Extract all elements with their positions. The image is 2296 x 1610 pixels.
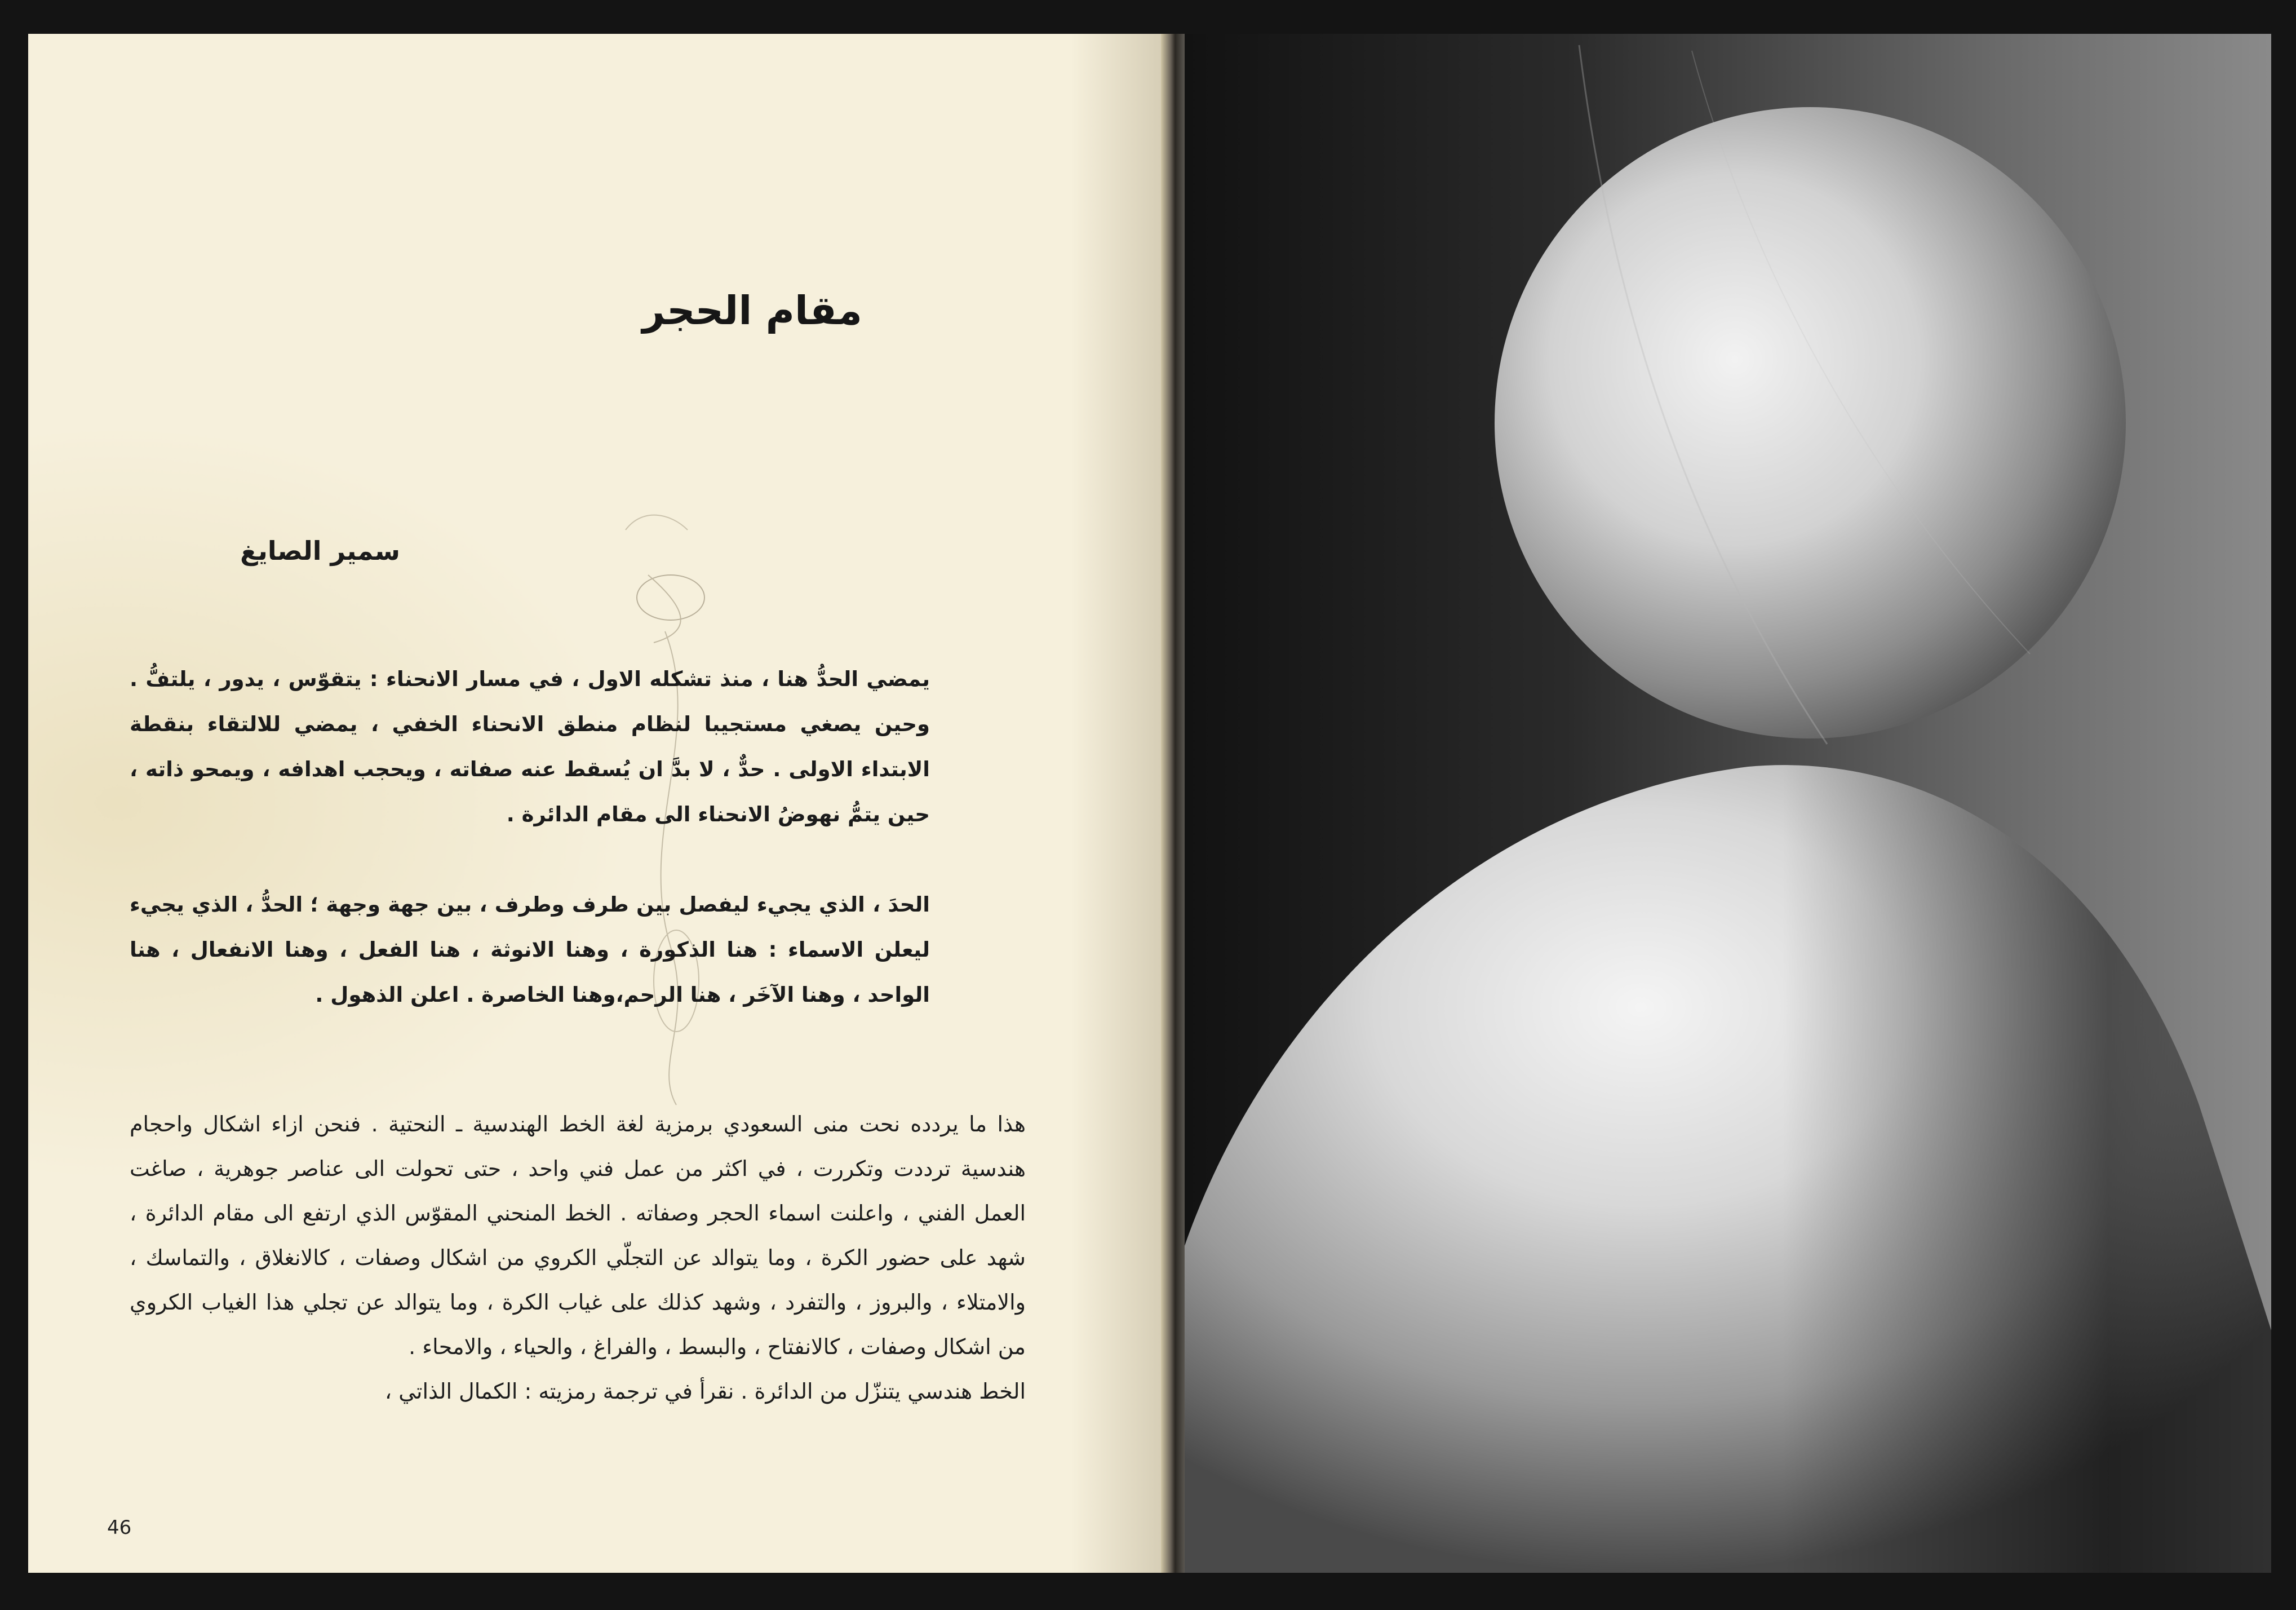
poem-text: الحدَ ، الذي يجيء ليفصل بين طرف وطرف ، بين جهة وجهة ؛ الحدُّ ، الذي يجيء ليعلن الاسماء : هنا الذكورة ، وهنا الانوثة ، هنا الفعل ، وهنا الانفعال ، هنا الواحد ، وهنا الآخَر ، هنا الرحم،وهنا الخاصرة . اعلن الذهول .	[130, 892, 930, 1007]
author-name: سمير الصايغ	[240, 536, 400, 566]
sculpture-photograph	[1185, 34, 2271, 1573]
article-body	[130, 1102, 1026, 1414]
article-title: مقام الحجر	[642, 288, 862, 334]
body-paragraph: الخط هندسي يتنزّل من الدائرة . نقرأ في ترجمة رمزيته : الكمال الذاتي ،	[384, 1379, 1026, 1404]
body-paragraph: هذا ما يردده نحت منى السعودي برمزية لغة الخط الهندسية ـ النحتية . فنحن ازاء اشكال واحجام هندسية ترددت وتكررت ، في اكثر من عمل فني واحد ، حتى تحولت الى عناصر جوهرية ، صاغت العمل الفني ، واعلنت اسماء الحجر وصفاته . الخط المنحني المقوّس الذي ارتفع الى مقام الدائرة ، شهد على حضور الكرة ، وما يتوالد عن التجلّي الكروي من اشكال وصفات ، كالانغلاق ، والتماسك ، والامتلاء ، والبروز ، والتفرد ، وشهد كذلك على غياب الكرة ، وما يتوالد عن تجلي هذا الغياب الكروي من اشكال وصفات ، كالانفتاح ، والبسط ، والفراغ ، والحياء ، والامحاء .	[130, 1112, 1026, 1359]
page-number: 46	[107, 1516, 132, 1539]
poem-text: يمضي الحدُّ هنا ، منذ تشكله الاول ، في مسار الانحناء : يتقوّس ، يدور ، يلتفُّ . وحين يصغي مستجيبا لنظام منطق الانحناء الخفي ، يمضي للالتقاء بنقطة الابتداء الاولى . حدٌّ ، لا بدَّ ان يُسقط عنه صفاته ، ويحجب اهدافه ، ويمحو ذاته ، حين يتمُّ نهوضُ الانحناء الى مقام الدائرة .	[130, 667, 930, 826]
book-gutter	[1161, 34, 1185, 1573]
poem-paragraph-1	[130, 657, 930, 837]
right-page	[1185, 34, 2271, 1573]
left-page	[28, 34, 1161, 1573]
book-spread	[28, 34, 2271, 1573]
poem-paragraph-2	[130, 882, 930, 1018]
